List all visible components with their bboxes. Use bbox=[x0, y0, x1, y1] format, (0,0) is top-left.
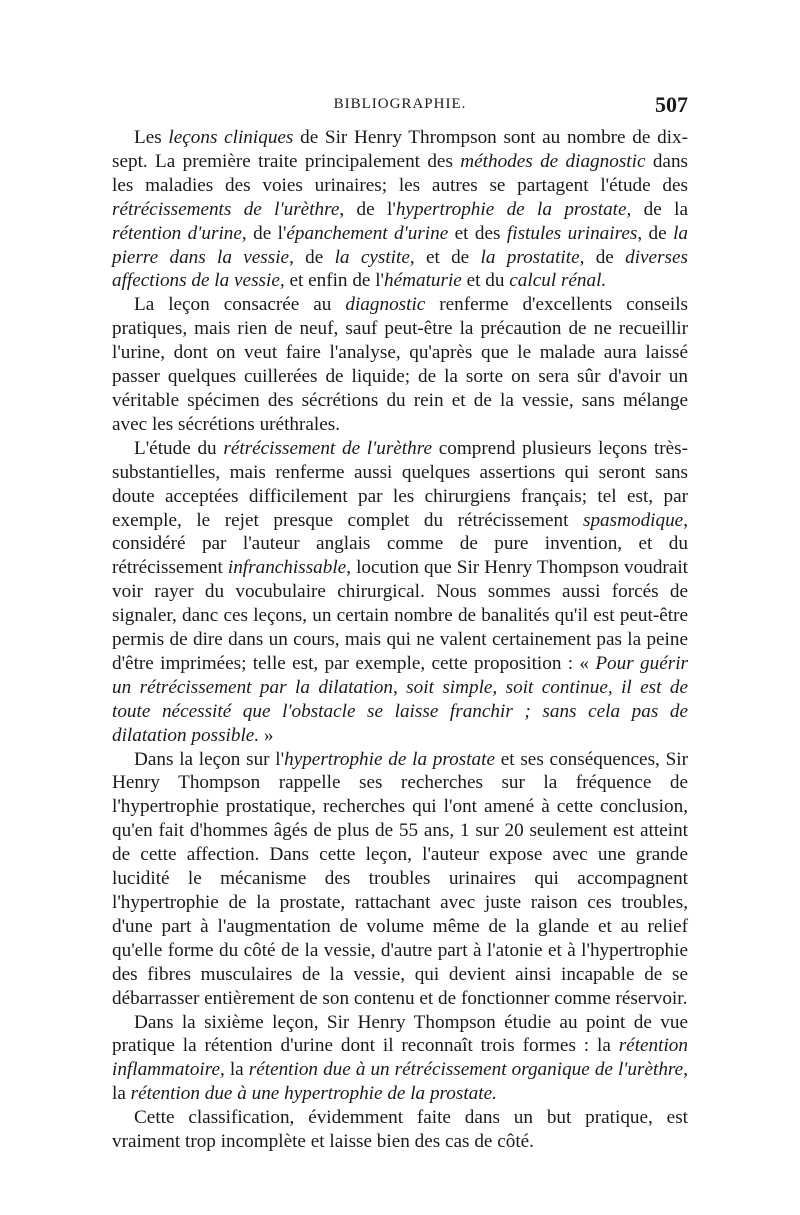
italic-text-run: hypertrophie de la prostate bbox=[284, 748, 495, 770]
italic-text-run: fistules urinaires bbox=[506, 222, 638, 244]
italic-text-run: hypertrophie de la prostate bbox=[395, 198, 627, 220]
text-run: , de l' bbox=[241, 222, 287, 244]
text-run: Les bbox=[134, 127, 169, 148]
text-run: et ses conséquences, Sir Henry Thompson rappelle ses recherches sur la fréquence de l'hypertrophie prostatique, recherches qui l'ont amené à cette conclusion, qu'en fait d'hommes âgés de plus de 55 ans, 1 sur 20 seulement est atteint de cette affection. Dans cette leçon, l'auteur expose avec une grande lucidité le mécanisme des troubles urinaires qui accompagnent l'hypertrophie de la prostate, rattachant avec juste raison ces troubles, d'une part à l'augmentation de volume même de la glande et au relief qu'elle forme du côté de la vessie, d'autre part à l'atonie et à l'hypertrophie des fibres musculaires de la vessie, qui devient ainsi incapable de se débarrasser entièrement de son contenu et de fonctionner comme réservoir. bbox=[112, 748, 688, 1009]
italic-text-run: rétention due à un rétrécissement organique de l'urèthre bbox=[248, 1059, 684, 1081]
paragraph bbox=[112, 126, 688, 293]
text-run: » bbox=[259, 724, 274, 746]
text-run: La leçon consacrée au bbox=[134, 294, 346, 316]
text-run: et du bbox=[461, 270, 510, 292]
paragraph bbox=[112, 293, 688, 436]
text-run: Cette classification, évidemment faite dans un but pratique, est vraiment trop incomplète et laisse bien des cas de côté. bbox=[112, 1107, 688, 1153]
text-run: , et de bbox=[409, 246, 481, 268]
text-run: , considéré par l'auteur anglais comme de pure invention, et du rétrécissement bbox=[112, 509, 688, 579]
text-run: , et enfin de l' bbox=[279, 270, 385, 292]
body-text bbox=[112, 126, 688, 1154]
italic-text-run: hématurie bbox=[384, 270, 462, 292]
italic-text-run: infranchissable bbox=[227, 557, 347, 579]
italic-text-run: rétention d'urine bbox=[112, 222, 242, 244]
italic-text-run: diverses affections de la vessie bbox=[112, 246, 688, 292]
text-run: de Sir Henry Thrompson sont au nombre de dix-sept. La première traite principalement des bbox=[112, 127, 688, 172]
paragraph bbox=[112, 1106, 688, 1154]
paragraph bbox=[112, 437, 688, 748]
text-run: , locution que Sir Henry Thompson voudrait voir rayer du vocubulaire chirurgical. Nous sommes aussi forcés de signaler, danc ces leçons, un certain nombre de banalités qu'il est peut-être permis de dire dans un cours, mais qui ne valent certainement pas la peine d'être imprimées; telle est, par exemple, cette proposition : « bbox=[112, 557, 688, 674]
italic-text-run: la prostatite bbox=[480, 246, 580, 268]
text-run: comprend plusieurs leçons très-substantielles, mais renferme aussi quelques assertions qui seront sans doute acceptées difficilement par les chirurgiens français; tel est, par exemple, le rejet presque complet du rétrécissement bbox=[112, 437, 688, 531]
italic-text-run: rétention due à une hypertrophie de la prostate. bbox=[130, 1083, 497, 1105]
paragraph bbox=[112, 748, 688, 1011]
running-head bbox=[112, 92, 688, 122]
text-run: , la bbox=[112, 1059, 688, 1105]
paragraph bbox=[112, 1011, 688, 1107]
italic-text-run: la cystite bbox=[334, 246, 410, 268]
text-run: , la bbox=[220, 1059, 249, 1081]
text-run: , de bbox=[579, 246, 626, 268]
page-number: 507 bbox=[655, 92, 688, 117]
italic-text-run: rétention inflammatoire bbox=[112, 1035, 688, 1081]
italic-text-run: la pierre dans la vessie bbox=[112, 222, 689, 268]
italic-text-run: rétrécissement de l'urèthre bbox=[223, 437, 433, 459]
text-run: Dans la leçon sur l' bbox=[134, 748, 285, 770]
running-title: BIBLIOGRAPHIE. bbox=[333, 96, 467, 112]
text-run: , de l' bbox=[339, 198, 396, 220]
book-page bbox=[112, 92, 688, 1154]
italic-text-run: épanchement d'urine bbox=[286, 222, 449, 244]
text-run: Dans la sixième leçon, Sir Henry Thompson étudie au point de vue pratique la rétention d'urine dont il reconnaît trois formes : la bbox=[112, 1011, 688, 1057]
italic-text-run: diagnostic bbox=[345, 294, 426, 316]
italic-text-run: rétrécissements de l'urèthre bbox=[112, 198, 340, 220]
text-run: , de la bbox=[626, 198, 689, 220]
italic-text-run: calcul rénal. bbox=[509, 270, 607, 292]
italic-text-run: méthodes de diagnostic bbox=[460, 150, 646, 172]
text-run: renferme d'excellents conseils pratiques, mais rien de neuf, sauf peut-être la précaution de ne recueillir l'urine, dont on veut faire l'analyse, qu'après que le malade aura laissé passer quelques cuillerées de liquide; de la sorte on sera sûr d'avoir un véritable spécimen des sécrétions du rein et de la vessie, sans mélange avec les sécrétions uréthrales. bbox=[112, 294, 688, 435]
text-run: et des bbox=[448, 222, 507, 244]
italic-text-run: Pour guérir un rétrécissement par la dilatation, soit simple, soit continue, il est de toute nécessité que l'obstacle se laisse franchir ; sans cela pas de dilatation possible. bbox=[112, 652, 688, 746]
text-run: , de bbox=[637, 222, 674, 244]
text-run: dans les maladies des voies urinaires; les autres se partagent l'étude des bbox=[112, 150, 688, 196]
italic-text-run: spasmodique bbox=[583, 509, 684, 531]
italic-text-run: leçons cliniques bbox=[168, 127, 294, 148]
text-run: L'étude du bbox=[134, 437, 224, 459]
text-run: , de bbox=[289, 246, 335, 268]
